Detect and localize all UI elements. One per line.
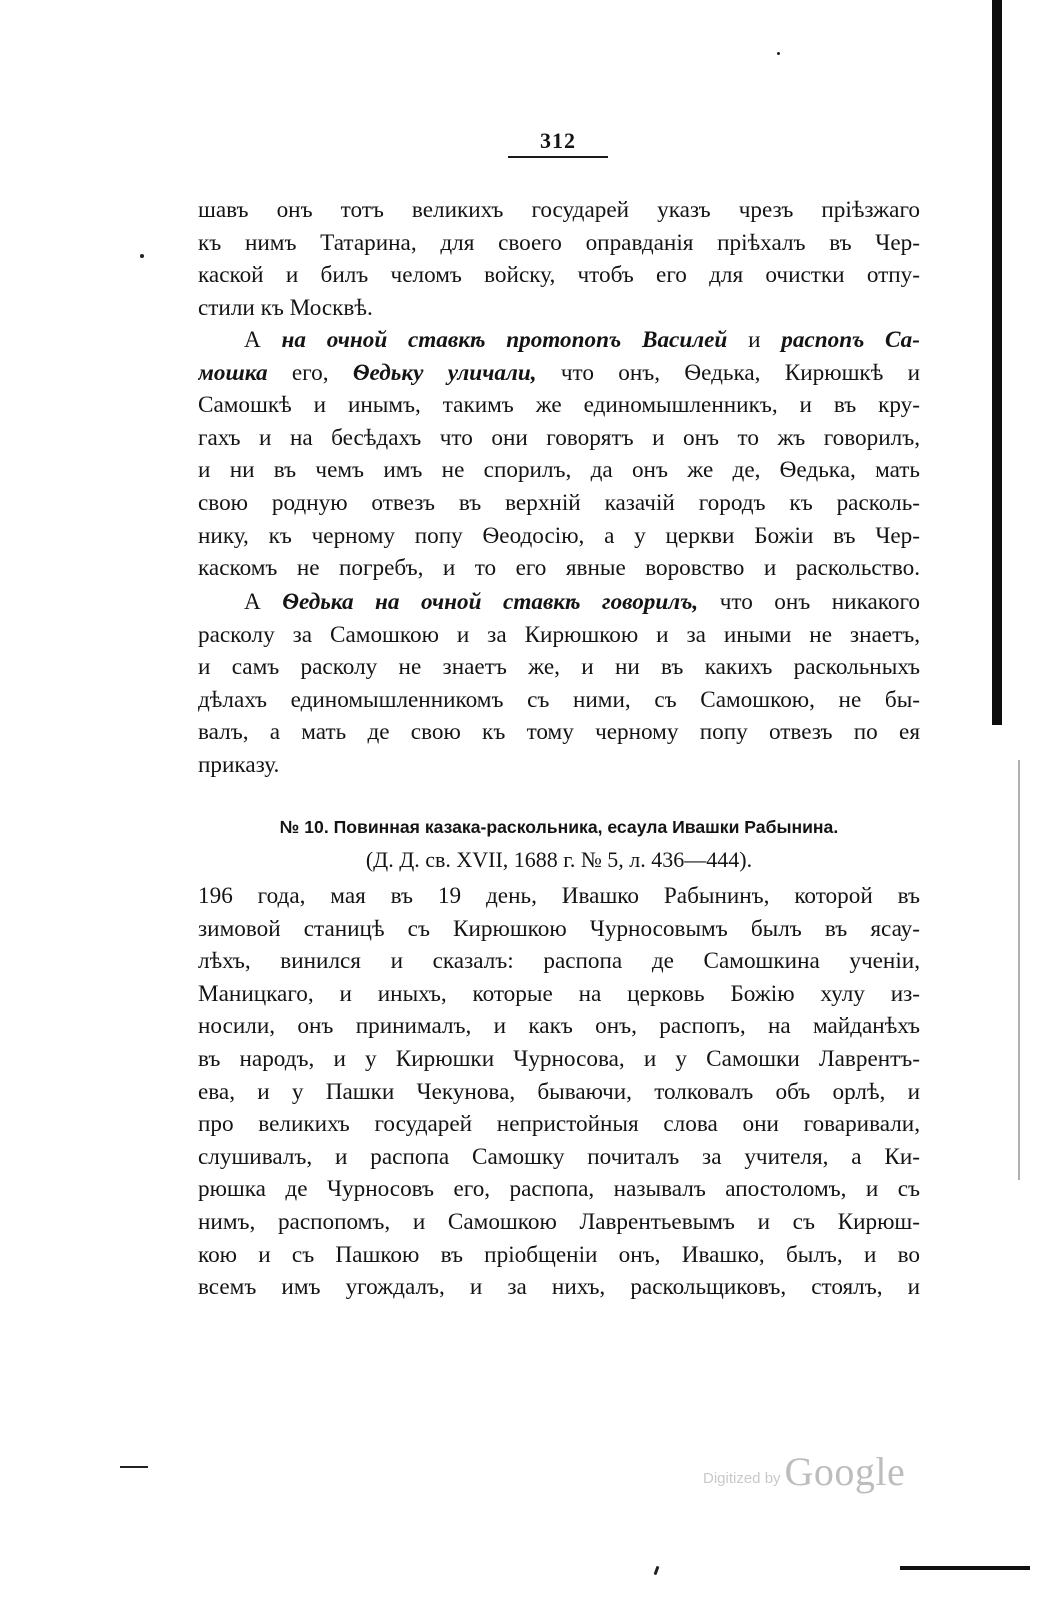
italic-run: на очной ставкѣ протопопъ Василей [281,327,728,353]
text-line: кою и съ Пашкою въ пріобщеніи онъ, Ивашко, былъ, и во [198,1241,920,1268]
scan-left-mark [120,1466,148,1468]
google-logo: Google [784,1449,906,1494]
text-line: зимовой станицѣ съ Кирюшкою Чурносовымъ былъ въ ясау- [198,915,920,942]
text-run: что онъ, Ѳедька, Кирюшкѣ и [536,359,920,386]
paragraph-1 [198,194,920,324]
text-line: Маницкаго, и иныхъ, которые на церковь Божію хулу из- [198,980,920,1007]
text-run: его, [267,359,353,386]
text-line: нику, къ черному попу Ѳеодосію, а у церкви Божіи въ Чер- [198,522,920,549]
text-line: дѣлахъ единомышленникомъ съ ними, съ Самошкою, не бы- [198,686,920,713]
page-number: 312 [540,128,576,153]
digitized-watermark [703,1448,905,1498]
text-line: нимъ, распопомъ, и Самошкою Лаврентьевымъ и съ Кирюш- [198,1208,920,1235]
text-line: Самошкѣ и инымъ, такимъ же единомышленникъ, и въ кру- [198,392,920,419]
watermark-prefix: Digitized by [703,1470,781,1487]
section-heading: № 10. Повинная казака-раскольника, есаула Ивашки Рабынина. [279,817,839,837]
text-run: и [727,327,782,353]
text-line: стили къ Москвѣ. [198,294,373,321]
text-line: лѣхъ, винился и сказалъ: распопа де Самошкина ученіи, [198,948,920,975]
text-line: каской и билъ челомъ войску, чтобъ его для очистки отпу- [198,262,920,289]
text-line: слушивалъ, и распопа Самошку почиталъ за учителя, а Ки- [198,1143,920,1170]
text-run: А [244,327,282,353]
text-line: расколу за Самошкою и за Кирюшкою и за иными не знаетъ, [198,621,920,648]
text-run: А [244,589,283,615]
text-run: что онъ никакого [698,589,920,615]
text-line: 196 года, мая въ 19 день, Ивашко Рабынинъ, которой въ [198,883,920,909]
text-line: къ нимъ Татарина, для своего оправданія пріѣхалъ въ Чер- [198,229,920,256]
text-line: каскомъ не погребъ, и то его явные воровство и раскольство. [198,555,920,582]
text-line: рюшка де Чурносовъ его, распопа, называлъ апостоломъ, и съ [198,1176,920,1203]
scan-edge-line [1018,760,1020,1180]
italic-run: распопъ Са- [781,327,920,353]
italic-run: мошка [198,359,268,386]
text-line: всемъ имъ угождалъ, и за нихъ, раскольщиковъ, стоялъ, и [198,1274,920,1301]
section-source-reference: (Д. Д. св. XVII, 1688 г. № 5, л. 436—444). [365,847,753,872]
text-line: приказу. [198,751,280,778]
scan-edge-shadow [992,0,1002,725]
text-line: и самъ расколу не знаетъ же, и ни въ какихъ раскольныхъ [198,654,920,681]
paragraph-4 [198,880,920,1304]
scan-speck [140,254,144,258]
italic-run: Ѳедька на очной ставкѣ говорилъ, [282,589,699,615]
text-line [198,357,920,390]
scan-bottom-mark [900,1566,1030,1570]
scan-speck [777,52,780,55]
text-line: ева, и у Пашки Чекунова, бываючи, толковалъ объ орлѣ, и [198,1078,920,1105]
text-line: въ народъ, и у Кирюшки Чурносова, и у Самошки Лаврентъ- [198,1045,920,1072]
text-line [198,586,920,619]
text-line: про великихъ государей непристойныя слова они говаривали, [198,1111,920,1138]
text-line: носили, онъ принималъ, и какъ онъ, распопъ, на майданѣхъ [198,1013,920,1040]
text-line: свою родную отвезъ въ верхній казачій городъ къ расколь- [198,489,920,516]
italic-run: Ѳедьку уличали, [352,359,537,386]
text-line: гахъ и на бесѣдахъ что они говорятъ и онъ то жъ говорилъ, [198,424,920,451]
text-line: шавъ онъ тотъ великихъ государей указъ чрезъ пріѣзжаго [198,197,920,223]
paragraph-2 [198,324,920,585]
text-line: валъ, а мать де свою къ тому черному попу отвезъ по ея [198,719,920,746]
text-line: и ни въ чемъ имъ не спорилъ, да онъ же де, Ѳедька, мать [198,457,920,484]
page-number-underline [508,156,608,158]
scan-speck [654,1566,660,1575]
paragraph-3 [198,586,920,782]
text-line [198,324,920,357]
